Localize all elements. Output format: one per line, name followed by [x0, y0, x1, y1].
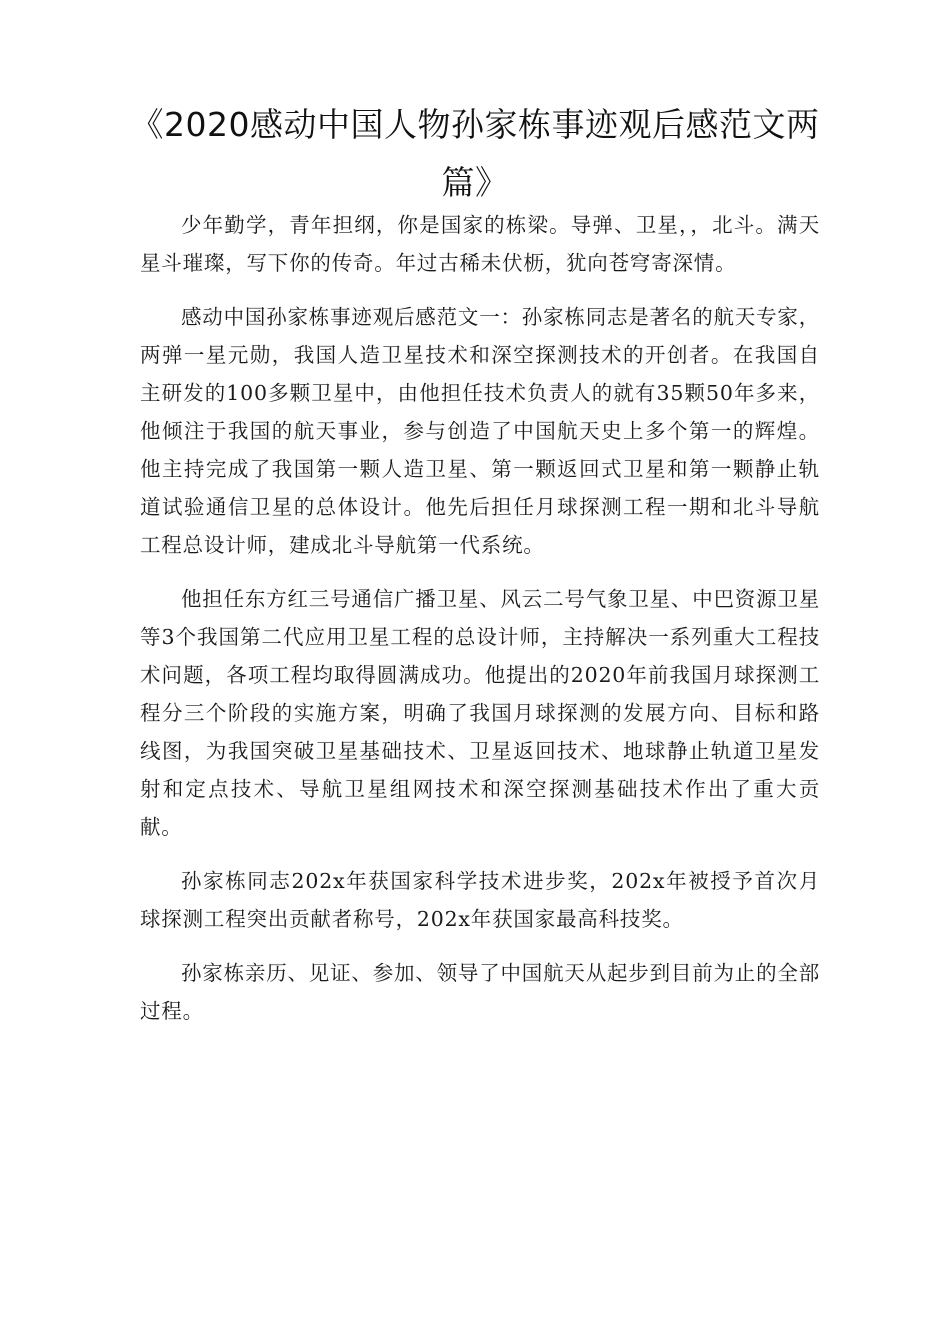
paragraph-intro-verse: 少年勤学，青年担纲，你是国家的栋梁。导弹、卫星，，北斗。满天星斗璀璨，写下你的传奇。年过古稀未伏枥，犹向苍穹寄深情。	[140, 213, 820, 275]
document-title: 《2020感动中国人物孙家栋事迹观后感范文两篇》	[130, 105, 820, 202]
paragraph-career: 孙家栋亲历、见证、参加、领导了中国航天从起步到目前为止的全部过程。	[140, 961, 820, 1023]
document-body	[140, 206, 820, 1046]
paragraph-awards: 孙家栋同志202x年获国家科学技术进步奖，202x年被授予首次月球探测工程突出贡献者称号，202x年获国家最高科技奖。	[140, 869, 820, 931]
paragraph-chief-designer: 他担任东方红三号通信广播卫星、风云二号气象卫星、中巴资源卫星等3个我国第二代应用卫星工程的总设计师，主持解决一系列重大工程技术问题，各项工程均取得圆满成功。他提出的2020年前我国月球探测工程分三个阶段的实施方案，明确了我国月球探测的发展方向、目标和路线图，为我国突破卫星基础技术、卫星返回技术、地球静止轨道卫星发射和定点技术、导航卫星组网技术和深空探测基础技术作出了重大贡献。	[140, 587, 820, 839]
paragraph-essay-one-opening: 感动中国孙家栋事迹观后感范文一：孙家栋同志是著名的航天专家，两弹一星元勋，我国人造卫星技术和深空探测技术的开创者。在我国自主研发的100多颗卫星中，由他担任技术负责人的就有35颗50年多来，他倾注于我国的航天事业，参与创造了中国航天史上多个第一的辉煌。他主持完成了我国第一颗人造卫星、第一颗返回式卫星和第一颗静止轨道试验通信卫星的总体设计。他先后担任月球探测工程一期和北斗导航工程总设计师，建成北斗导航第一代系统。	[140, 305, 820, 557]
